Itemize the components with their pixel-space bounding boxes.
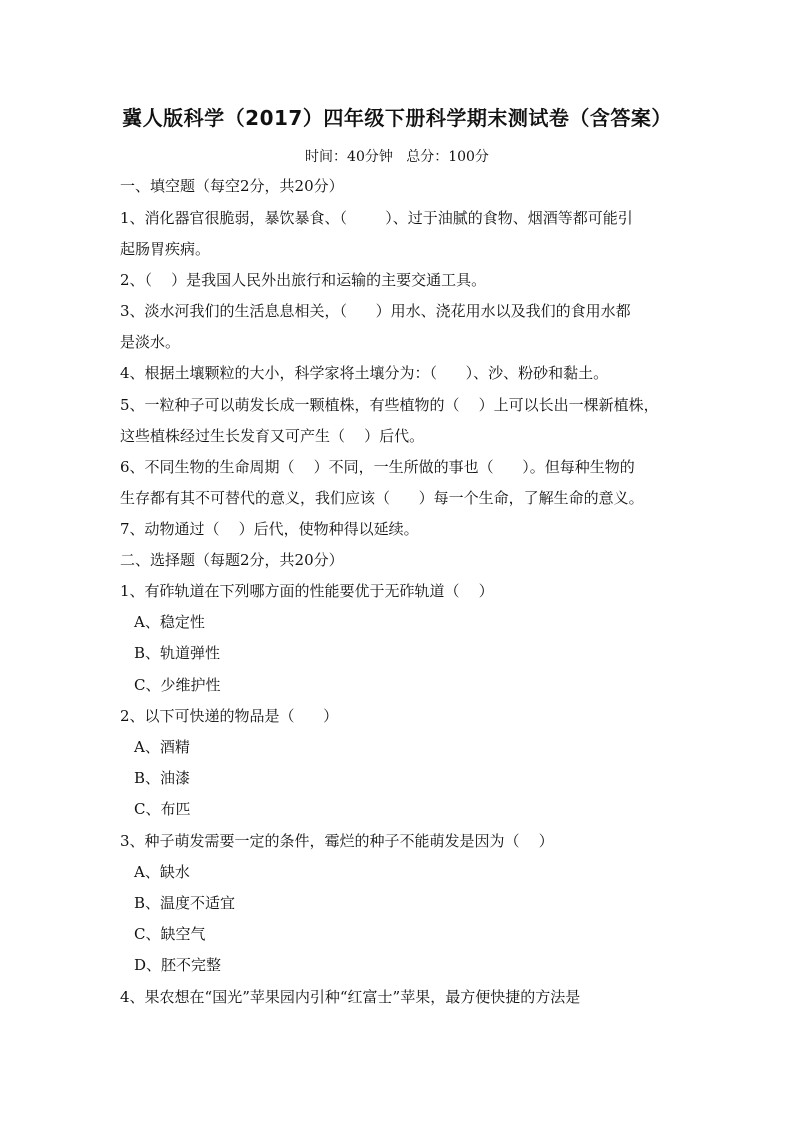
fill-question-6-line-1: 6、不同生物的生命周期（ ）不同，一生所做的事也（ ）。但每种生物的 (120, 458, 635, 476)
choice-question-2-stem: 2、以下可快递的物品是（ ） (120, 707, 339, 725)
fill-question-5-line-1: 5、一粒种子可以萌发长成一颗植株，有些植物的（ ）上可以长出一棵新植株， (120, 396, 659, 414)
fill-question-4: 4、根据土壤颗粒的大小，科学家将土壤分为：（ ）、沙、粉砂和黏土。 (120, 364, 609, 382)
choice-question-4-stem: 4、果农想在“国光”苹果园内引种“红富士”苹果，最方便快捷的方法是 (120, 988, 581, 1006)
choice-question-3-option-c: C、缺空气 (134, 925, 206, 943)
choice-question-3-option-d: D、胚不完整 (134, 956, 222, 974)
exam-title: 冀人版科学（2017）四年级下册科学期末测试卷（含答案） (122, 106, 672, 130)
choice-question-1-option-c: C、少维护性 (134, 676, 221, 694)
fill-question-7: 7、动物通过（ ）后代，使物种得以延续。 (120, 520, 419, 538)
fill-question-1-line-2: 起肠胃疾病。 (120, 240, 211, 258)
choice-question-1-stem: 1、有砟轨道在下列哪方面的性能要优于无砟轨道（ ） (120, 582, 494, 600)
section2-heading: 二、选择题（每题2分，共20分） (120, 551, 344, 569)
fill-question-3-line-2: 是淡水。 (120, 333, 181, 351)
choice-question-2-option-b: B、油漆 (134, 769, 191, 787)
choice-question-2-option-c: C、布匹 (134, 800, 191, 818)
choice-question-1-option-a: A、稳定性 (134, 613, 205, 631)
choice-question-2-option-a: A、酒精 (134, 738, 190, 756)
fill-question-3-line-1: 3、淡水河我们的生活息息相关，（ ）用水、浇花用水以及我们的食用水都 (120, 302, 631, 320)
fill-question-1-line-1: 1、消化器官很脆弱，暴饮暴食、（ ）、过于油腻的食物、烟酒等都可能引 (120, 209, 633, 227)
fill-question-2: 2、（ ）是我国人民外出旅行和运输的主要交通工具。 (120, 271, 487, 289)
section1-heading: 一、填空题（每空2分，共20分） (120, 177, 344, 195)
fill-question-6-line-2: 生存都有其不可替代的意义，我们应该（ ）每一个生命，了解生命的意义。 (120, 489, 644, 507)
choice-question-3-stem: 3、种子萌发需要一定的条件，霉烂的种子不能萌发是因为（ ） (120, 832, 554, 850)
choice-question-1-option-b: B、轨道弹性 (134, 644, 221, 662)
fill-question-5-line-2: 这些植株经过生长发育又可产生（ ）后代。 (120, 427, 425, 445)
choice-question-3-option-b: B、温度不适宜 (134, 894, 236, 912)
exam-time-and-score: 时间：40分钟 总分：100分 (305, 149, 489, 165)
choice-question-3-option-a: A、缺水 (134, 863, 190, 881)
